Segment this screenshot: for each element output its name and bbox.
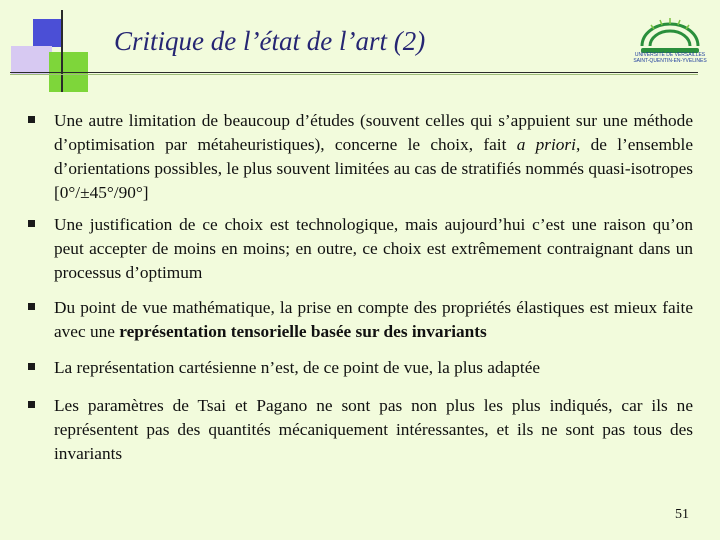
bullet-text-segment: représentation tensorielle basée sur des invariants bbox=[119, 322, 487, 341]
decor-blue-square bbox=[33, 19, 61, 47]
bullet-text bbox=[54, 296, 693, 344]
bullet-text-segment: La représentation cartésienne n’est, de ce point de vue, la plus adaptée bbox=[54, 358, 541, 377]
logo-line-2: SAINT-QUENTIN-EN-YVELINES bbox=[633, 58, 707, 64]
bullet-text-segment: Une autre limitation de beaucoup d’études (souvent celles qui s’appuient sur une méthode d’optimisation par métaheuristiques), concerne le choix, fait bbox=[54, 111, 693, 154]
bullet-text-segment: a priori bbox=[516, 135, 576, 154]
bullet-text-segment: Les paramètres de Tsai et Pagano ne sont pas non plus les plus indiqués, car ils ne représentent pas des quantités mécaniquement intéressantes, et ils ne sont pas tous des invariants bbox=[54, 396, 693, 463]
bullet-square-icon bbox=[28, 363, 35, 370]
bullet-text bbox=[54, 109, 693, 205]
bullet-text bbox=[54, 213, 693, 285]
decor-vertical-line bbox=[61, 10, 63, 92]
bullet-text bbox=[54, 356, 693, 380]
bullet-square-icon bbox=[28, 220, 35, 227]
bullet-text-segment: Une justification de ce choix est technologique, mais aujourd’hui c’est une raison qu’on peut accepter de moins en moins; en outre, ce choix est extrêmement contraignant dans un processus d’optimum bbox=[54, 215, 693, 282]
bullet-square-icon bbox=[28, 401, 35, 408]
logo-line-1: UNIVERSITÉ DE VERSAILLES bbox=[634, 52, 706, 58]
bullet-square-icon bbox=[28, 116, 35, 123]
bullet-text bbox=[54, 394, 693, 466]
page-number: 51 bbox=[675, 507, 689, 522]
title-divider-shadow bbox=[10, 74, 698, 75]
bullet-text-segment: , de l’ensemble d’orientations possibles, le plus souvent limitées au cas de stratifiés nommés quasi-isotropes [0°/±45°/90°] bbox=[54, 135, 694, 202]
bullet-square-icon bbox=[28, 303, 35, 310]
title-divider-line bbox=[10, 72, 698, 73]
decor-lavender-square bbox=[11, 46, 52, 74]
slide-title: Critique de l’état de l’art (2) bbox=[114, 26, 426, 56]
logo-caption bbox=[632, 52, 708, 64]
bullet-text-segment: Du point de vue mathématique, la prise en compte des propriétés élastiques est mieux faite avec une bbox=[54, 298, 693, 341]
